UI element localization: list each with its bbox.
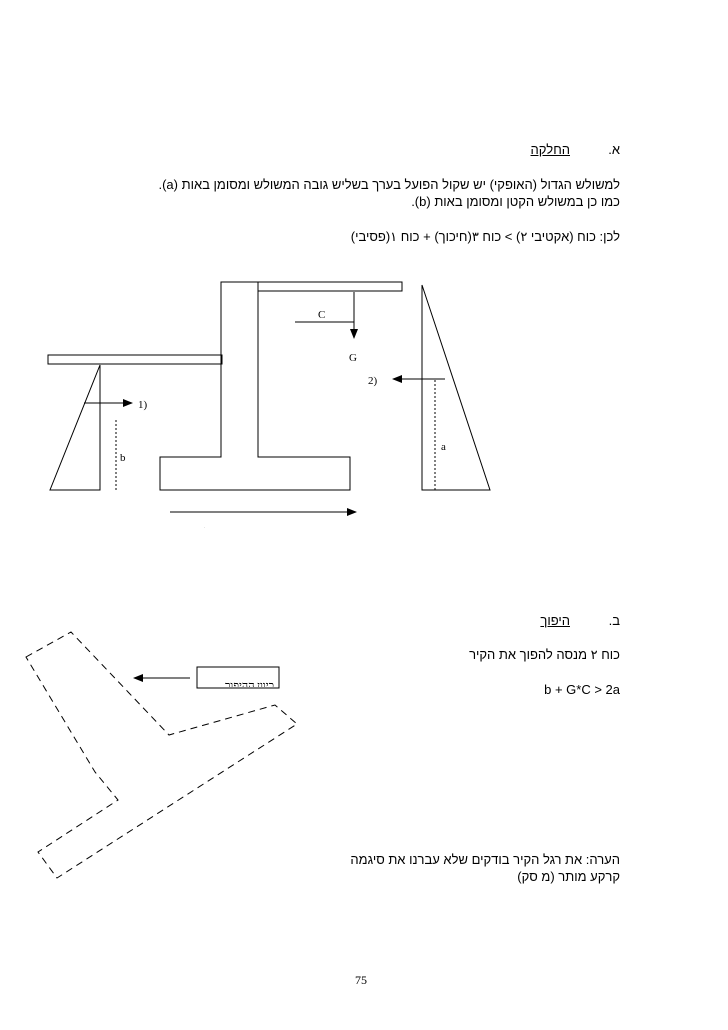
- cut-label-clip: [186, 527, 226, 538]
- page-number: 75: [355, 973, 367, 987]
- left-slab: [48, 355, 222, 364]
- sliding-diagram: [48, 282, 490, 512]
- section-a-line2: כמו כן במשולש הקטן ומסומן באות (b).: [411, 194, 620, 209]
- box-label: כיוון ההיפוך: [225, 680, 274, 692]
- section-b-heading: היפוך: [540, 613, 570, 628]
- label-force-1: 1): [138, 399, 148, 411]
- note-line2: קרקע מותר (מ סק): [517, 869, 620, 884]
- section-b-formula: b + G*C > 2a: [544, 682, 620, 697]
- section-b-line1: כוח ٢ מנסה להפוך את הקיר: [469, 647, 620, 662]
- section-a-line1: למשולש הגדול (האופקי) יש שקול הפועל בערך בשליש גובה המשולש ומסומן באות (a).: [158, 177, 620, 192]
- label-a: a: [441, 441, 446, 453]
- section-a-marker: א.: [608, 142, 620, 157]
- label-cut: כיוון (H ٣): [185, 527, 225, 538]
- note-line1: הערה: את רגל הקיר בודקים שלא עברנו את סיגמה: [350, 852, 620, 867]
- small-pressure-triangle: [50, 365, 100, 490]
- label-g: G: [349, 352, 357, 364]
- label-b: b: [120, 452, 126, 464]
- overturning-diagram: [26, 632, 297, 878]
- section-a-line3: לכן: כוח (אקטיבי ٢) > כוח ٣(חיכוך) + כוח ١(פסיבי): [350, 229, 620, 244]
- section-b-marker: ב.: [608, 613, 620, 628]
- large-pressure-triangle: [422, 285, 490, 490]
- top-slab: [258, 282, 402, 291]
- section-a-heading: החלקה: [530, 142, 570, 157]
- label-c: C: [318, 309, 326, 321]
- overturned-wall-outline: [26, 632, 297, 878]
- box-label-clip: [225, 680, 274, 692]
- label-force-2: 2): [368, 375, 378, 387]
